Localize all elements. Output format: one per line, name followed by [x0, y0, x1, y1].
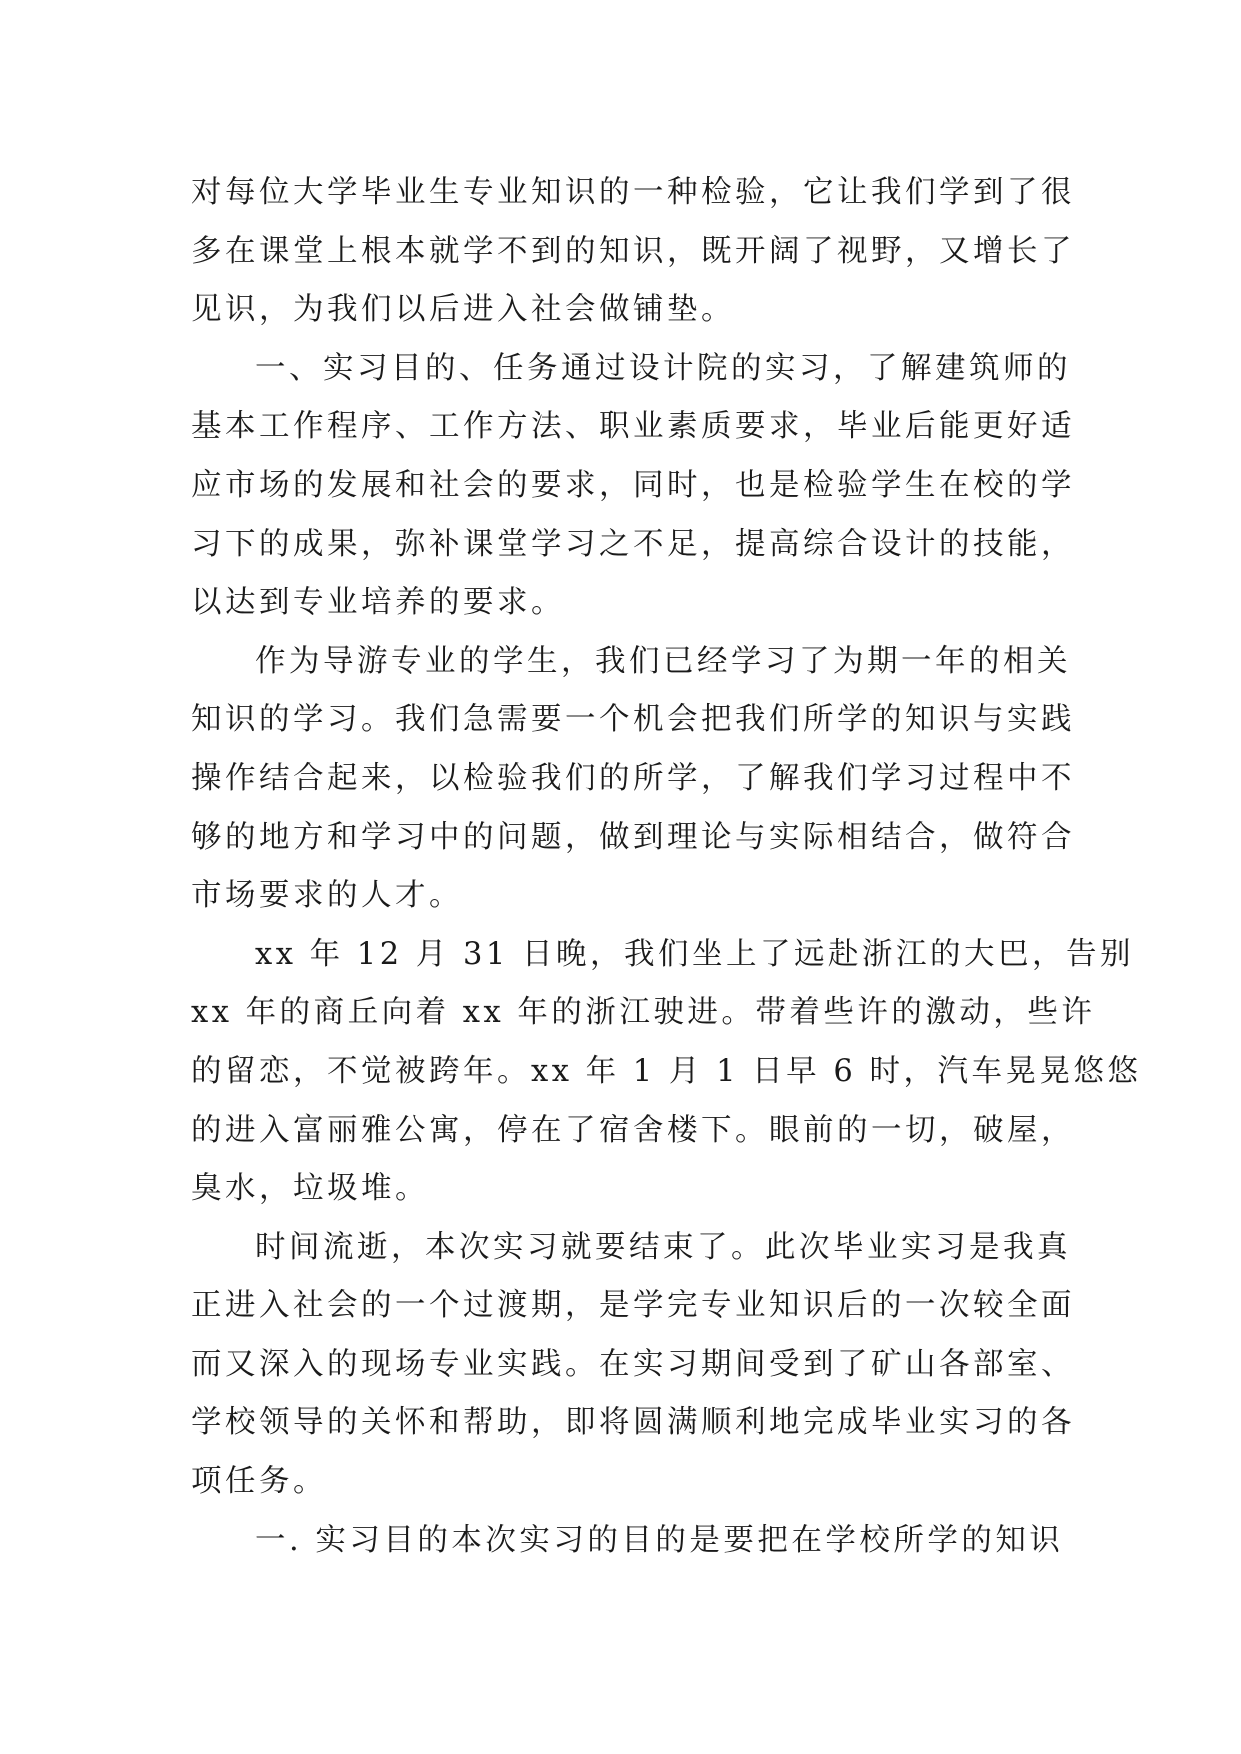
text-line: 见识，为我们以后进入社会做铺垫。	[191, 292, 735, 328]
text-line: 应市场的发展和社会的要求，同时，也是检验学生在校的学	[191, 467, 1075, 503]
text-line: xx 年 12 月 31 日晚，我们坐上了远赴浙江的大巴，告别	[255, 936, 1134, 972]
text-line: 够的地方和学习中的问题，做到理论与实际相结合，做符合	[191, 819, 1075, 855]
text-line: 项任务。	[191, 1464, 327, 1500]
text-line: 以达到专业培养的要求。	[191, 585, 565, 621]
text-line: 的进入富丽雅公寓，停在了宿舍楼下。眼前的一切，破屋，	[191, 1112, 1075, 1148]
text-line: 作为导游专业的学生，我们已经学习了为期一年的相关	[255, 643, 1071, 679]
text-line: 一、实习目的、任务通过设计院的实习，了解建筑师的	[255, 350, 1071, 386]
document-body	[191, 164, 1142, 1570]
text-line: 习下的成果，弥补课堂学习之不足，提高综合设计的技能，	[191, 526, 1075, 562]
text-line: 多在课堂上根本就学不到的知识，既开阔了视野，又增长了	[191, 233, 1075, 269]
text-line: 学校领导的关怀和帮助，即将圆满顺利地完成毕业实习的各	[191, 1405, 1075, 1441]
text-line: 臭水，垃圾堆。	[191, 1171, 429, 1207]
text-line: xx 年的商丘向着 xx 年的浙江驶进。带着些许的激动，些许	[191, 995, 1096, 1031]
text-line: 市场要求的人才。	[191, 878, 463, 914]
text-line: 时间流逝，本次实习就要结束了。此次毕业实习是我真	[255, 1229, 1071, 1265]
text-line: 的留恋，不觉被跨年。xx 年 1 月 1 日早 6 时，汽车晃晃悠悠	[191, 1053, 1142, 1089]
text-line: 一. 实习目的本次实习的目的是要把在学校所学的知识	[255, 1522, 1064, 1558]
text-line: 而又深入的现场专业实践。在实习期间受到了矿山各部室、	[191, 1346, 1075, 1382]
text-line: 操作结合起来，以检验我们的所学，了解我们学习过程中不	[191, 760, 1075, 796]
text-line: 对每位大学毕业生专业知识的一种检验，它让我们学到了很	[191, 175, 1075, 210]
text-line: 知识的学习。我们急需要一个机会把我们所学的知识与实践	[191, 702, 1075, 738]
text-line: 正进入社会的一个过渡期，是学完专业知识后的一次较全面	[191, 1288, 1075, 1324]
text-line: 基本工作程序、工作方法、职业素质要求，毕业后能更好适	[191, 409, 1075, 445]
